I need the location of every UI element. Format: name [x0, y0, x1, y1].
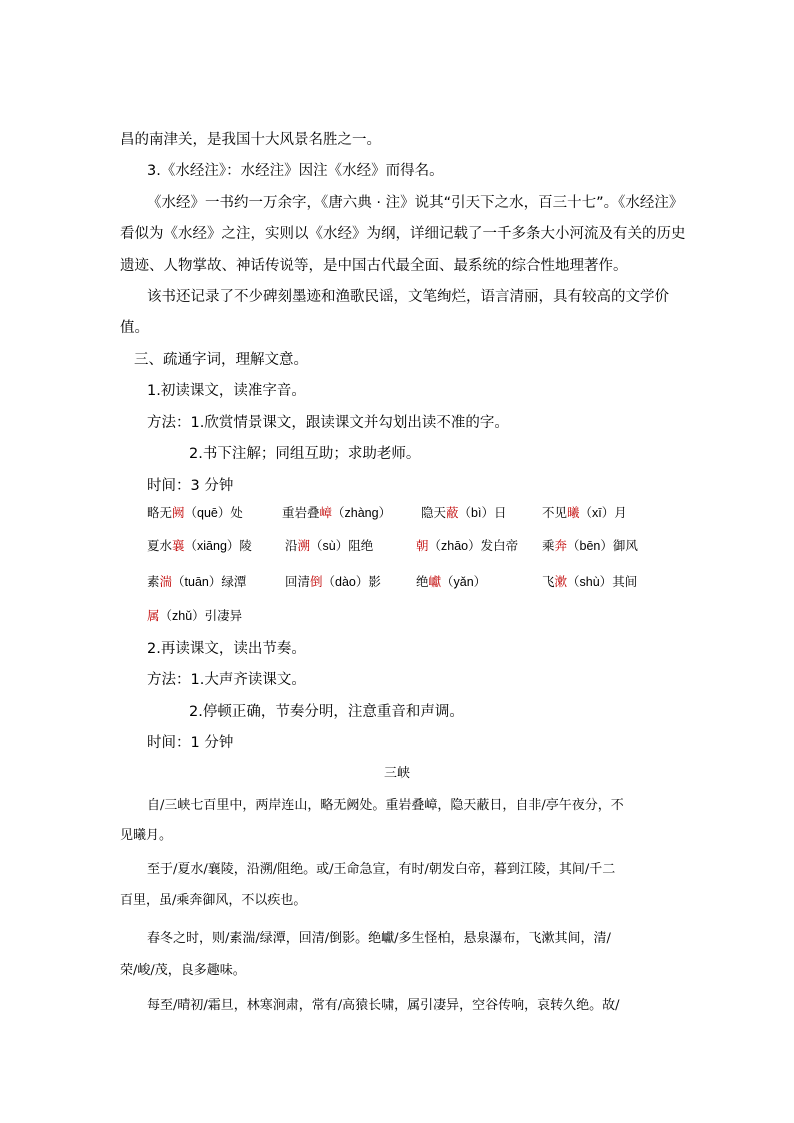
vocab-item: 朝（zhāo）发白帝: [416, 538, 519, 553]
vocab-item: 重岩叠嶂（zhàng）: [282, 505, 392, 520]
intro-paragraph-2-line-1: 该书还记录了不少碑刻墨迹和渔歌民谣，文笔绚烂，语言清丽，具有较高的文学价: [147, 289, 669, 305]
method-1-b: 2.书下注解；同组互助；求助老师。: [189, 446, 421, 462]
text-paragraph-1-line-1: 自/三峡七百里中，两岸连山，略无阙处。重岩叠嶂，隐天蔽日，自非/亭午夜分，不: [147, 798, 624, 813]
method-2-b: 2.停顿正确，节奏分明，注意重音和声调。: [189, 704, 464, 720]
vocab-item: 绝巘（yǎn）: [416, 574, 487, 589]
intro-paragraph-1-line-3: 遗迹、人物掌故、神话传说等，是中国古代最全面、最系统的综合性地理著作。: [120, 258, 628, 274]
vocab-item: 不见曦（xī）月: [542, 505, 627, 520]
vocab-item: 沿溯（sù）阻绝: [285, 538, 374, 553]
section-heading: 三、疏通字词，理解文意。: [134, 352, 308, 368]
vocab-item: 隐天蔽（bì）日: [421, 505, 507, 520]
method-1-a: 方法：1.欣赏情景课文，跟读课文并勾划出读不准的字。: [147, 415, 509, 431]
text-title: 三峡: [383, 766, 410, 781]
text-paragraph-1-line-2: 见曦月。: [120, 828, 173, 843]
text-paragraph-3-line-2: 荣/峻/茂，良多趣味。: [120, 963, 246, 978]
vocab-item: 飞漱（shù）其间: [542, 574, 638, 589]
vocab-item: 乘奔（bēn）御风: [542, 538, 638, 553]
vocab-item: 属（zhǔ）引凄异: [147, 608, 243, 623]
vocab-item: 略无阙（quē）处: [147, 505, 243, 520]
step-2: 2.再读课文，读出节奏。: [147, 641, 306, 657]
text-paragraph-4-line-1: 每至/晴初/霜旦，林寒涧肃，常有/高猿长啸，属引凄异，空谷传响，哀转久绝。故/: [147, 998, 620, 1013]
vocab-item: 素湍（tuān）绿潭: [147, 574, 247, 589]
intro-paragraph-2-line-2: 值。: [120, 320, 149, 336]
intro-paragraph-1-line-2: 看似为《水经》之注，实则以《水经》为纲，详细记载了一千多条大小河流及有关的历史: [120, 226, 686, 242]
text-paragraph-2-line-1: 至于/夏水/襄陵，沿溯/阻绝。或/王命急宣，有时/朝发白帝，暮到江陵，其间/千二: [147, 862, 616, 877]
vocab-item: 夏水襄（xiāng）陵: [147, 538, 252, 553]
intro-line-1: 昌的南津关，是我国十大风景名胜之一。: [120, 132, 381, 148]
text-paragraph-3-line-1: 春冬之时，则/素湍/绿潭，回清/倒影。绝巘/多生怪柏，悬泉瀑布，飞漱其间，清/: [147, 931, 611, 946]
vocab-item: 回清倒（dào）影: [285, 574, 381, 589]
intro-paragraph-1-line-1: 《水经》一书约一万余字，《唐六典 · 注》说其“引天下之水，百三十七”。《水经注》: [147, 195, 684, 211]
method-2-a: 方法：1.大声齐读课文。: [147, 672, 306, 688]
step-1: 1.初读课文，读准字音。: [147, 383, 306, 399]
time-1: 时间：3 分钟: [147, 478, 234, 494]
time-2: 时间：1 分钟: [147, 735, 234, 751]
intro-item-3: 3.《水经注》：水经注》因注《水经》而得名。: [147, 163, 444, 179]
text-paragraph-2-line-2: 百里，虽/乘奔御风，不以疾也。: [120, 893, 307, 908]
